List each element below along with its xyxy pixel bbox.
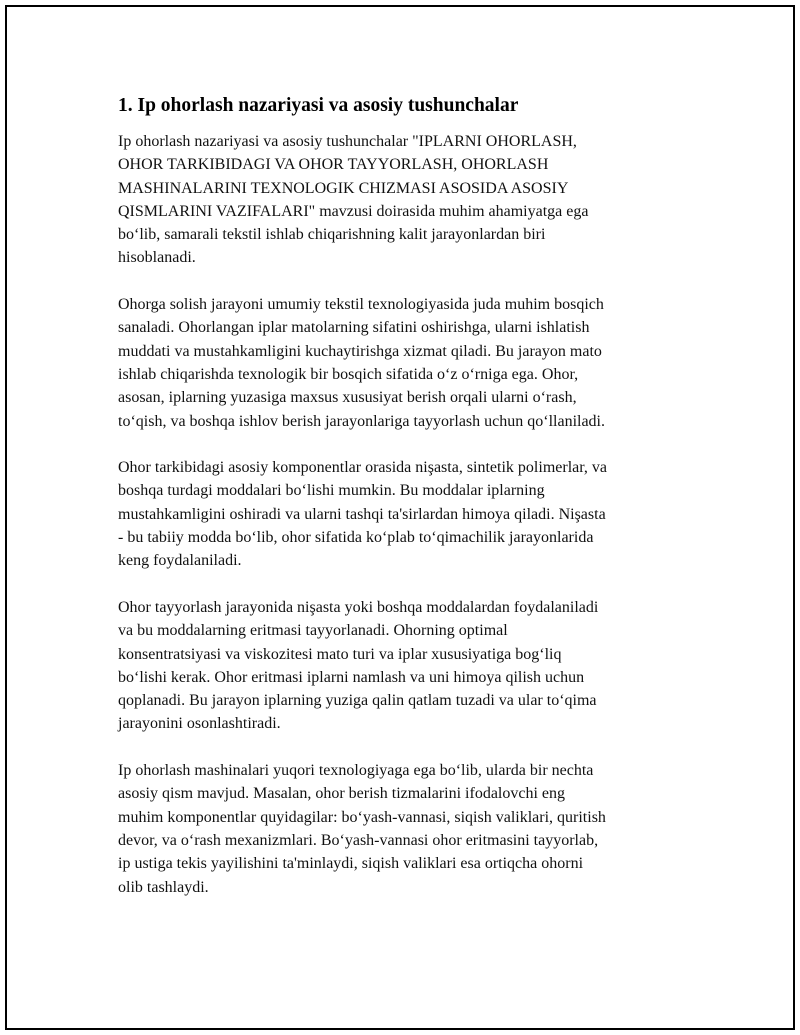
paragraph-line: Ohor tarkibidagi asosiy komponentlar orasida nişasta, sintetik polimerlar, va <box>118 459 608 477</box>
paragraph-machines <box>118 759 688 899</box>
paragraph-line: konsentratsiyasi va viskozitesi mato turi va iplar xususiyatiga bog‘liq <box>118 645 562 663</box>
paragraph-sizing-process <box>118 293 688 433</box>
paragraph-line: keng foydalaniladi. <box>118 552 242 570</box>
section-heading: 1. Ip ohorlash nazariyasi va asosiy tushunchalar <box>118 95 519 116</box>
paragraph-line: mustahkamligini oshiradi va ularni tashqi ta'sirlardan himoya qiladi. Nişasta <box>118 505 606 523</box>
paragraph-line: muddati va mustahkamligini kuchaytirishga xizmat qiladi. Bu jarayon mato <box>118 342 602 360</box>
paragraph-line: qoplanadi. Bu jarayon iplarning yuziga qalin qatlam tuzadi va ular to‘qima <box>118 692 597 710</box>
paragraph-line: bo‘lib, samarali tekstil ishlab chiqarishning kalit jarayonlardan biri <box>118 226 546 244</box>
paragraph-line: olib tashlaydi. <box>118 878 209 896</box>
paragraph-line: devor, va o‘rash mexanizmlari. Bo‘yash-vannasi ohor eritmasini tayyorlab, <box>118 831 599 849</box>
paragraph-line: Ohorga solish jarayoni umumiy tekstil texnologiyasida juda muhim bosqich <box>118 296 604 314</box>
paragraph-line: Ip ohorlash nazariyasi va asosiy tushunchalar "IPLARNI OHORLASH, <box>118 133 577 150</box>
paragraph-line: Ip ohorlash mashinalari yuqori texnologiyaga ega bo‘lib, ularda bir nechta <box>118 762 594 780</box>
paragraph-line: ishlab chiqarishda texnologik bir bosqich sifatida o‘z o‘rniga ega. Ohor, <box>118 365 579 383</box>
paragraph-line: OHOR TARKIBIDAGI VA OHOR TAYYORLASH, OHORLASH <box>118 156 549 174</box>
paragraph-line: muhim komponentlar quyidagilar: bo‘yash-vannasi, siqish valiklari, quritish <box>118 808 606 826</box>
paragraph-line: asosan, iplarning yuzasiga maxsus xususiyat berish orqali ularni o‘rash, <box>118 389 577 407</box>
paragraph-line: MASHINALARINI TEXNOLOGIK CHIZMASI ASOSIDA ASOSIY <box>118 179 569 197</box>
paragraph-line: ip ustiga tekis yayilishini ta'minlaydi, siqish valiklari esa ortiqcha ohorni <box>118 855 584 873</box>
paragraph-line: hisoblanadi. <box>118 249 196 267</box>
paragraph-intro <box>118 130 688 270</box>
paragraph-components <box>118 456 688 572</box>
paragraph-line: QISMLARINI VAZIFALARI" mavzusi doirasida muhim ahamiyatga ega <box>118 202 589 220</box>
paragraph-line: boshqa turdagi moddalari bo‘lishi mumkin. Bu moddalar iplarning <box>118 482 545 500</box>
paragraph-line: bo‘lishi kerak. Ohor eritmasi iplarni namlash va uni himoya qilish uchun <box>118 668 585 686</box>
paragraph-line: to‘qish, va boshqa ishlov berish jarayonlariga tayyorlash uchun qo‘llaniladi. <box>118 412 605 430</box>
paragraph-line: asosiy qism mavjud. Masalan, ohor berish tizmalarini ifodalovchi eng <box>118 785 566 803</box>
paragraph-line: Ohor tayyorlash jarayonida nişasta yoki boshqa moddalardan foydalaniladi <box>118 598 599 616</box>
paragraph-line: - bu tabiiy modda bo‘lib, ohor sifatida ko‘plab to‘qimachilik jarayonlarida <box>118 529 594 547</box>
paragraph-preparation <box>118 596 688 736</box>
paragraph-line: sanaladi. Ohorlangan iplar matolarning sifatini oshirishga, ularni ishlatish <box>118 319 590 337</box>
paragraph-line: va bu moddalarning eritmasi tayyorlanadi. Ohorning optimal <box>118 622 508 640</box>
document-body <box>118 94 688 899</box>
paragraph-line: jarayonini osonlashtiradi. <box>118 715 281 733</box>
